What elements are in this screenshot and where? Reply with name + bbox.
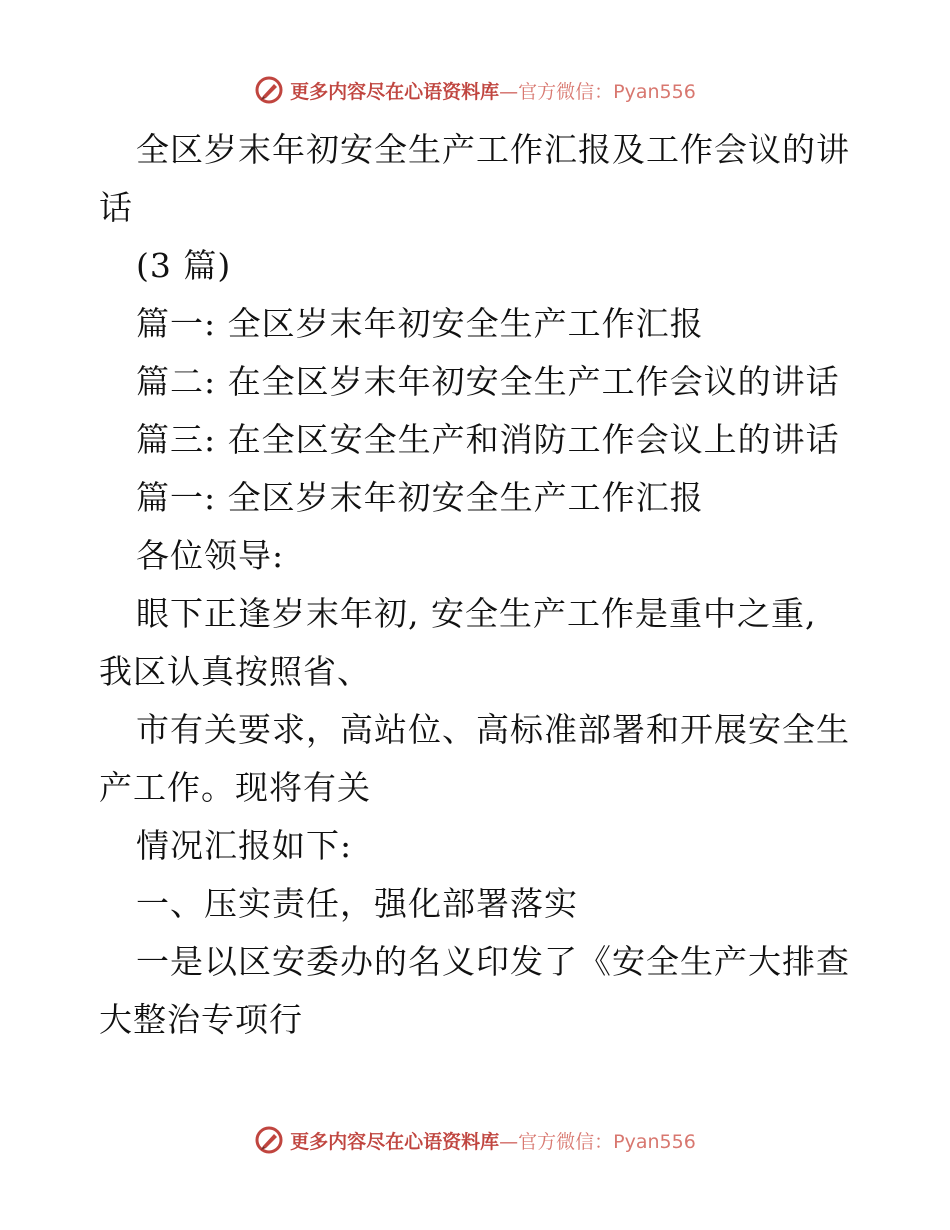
pen-logo-icon [254, 1125, 284, 1155]
section-heading: 篇一: 全区岁末年初安全生产工作汇报 [136, 478, 704, 517]
document-title: 全区岁末年初安全生产工作汇报及工作会议的讲话 [99, 130, 850, 227]
contact-info: 官方微信：Pyan556 [518, 80, 696, 103]
brand-name: 更多内容尽在心语资料库 [290, 1130, 500, 1153]
header-watermark-text [290, 77, 696, 104]
footer-watermark [0, 1120, 950, 1160]
subsection-heading: 一、压实责任，强化部署落实 [136, 884, 578, 923]
paragraph: 眼下正逢岁末年初, 安全生产工作是重中之重, 我区认真按照省、 [99, 594, 817, 691]
separator: — [499, 1130, 519, 1153]
paragraph: 情况汇报如下: [136, 826, 353, 865]
salutation: 各位领导: [136, 536, 285, 575]
article-count: (3 篇) [136, 246, 232, 285]
document-body [99, 121, 851, 1049]
brand-name: 更多内容尽在心语资料库 [290, 80, 500, 103]
paragraph: 市有关要求，高站位、高标准部署和开展安全生产工作。现将有关 [99, 710, 850, 807]
separator: — [499, 80, 519, 103]
contact-info: 官方微信：Pyan556 [518, 1130, 696, 1153]
footer-watermark-text [290, 1127, 696, 1154]
toc-item: 篇三: 在全区安全生产和消防工作会议上的讲话 [136, 420, 840, 459]
header-watermark [0, 70, 950, 110]
paragraph: 一是以区安委办的名义印发了《安全生产大排查大整治专项行 [99, 942, 850, 1039]
toc-item: 篇一: 全区岁末年初安全生产工作汇报 [136, 304, 704, 343]
toc-item: 篇二: 在全区岁末年初安全生产工作会议的讲话 [136, 362, 840, 401]
pen-logo-icon [254, 75, 284, 105]
